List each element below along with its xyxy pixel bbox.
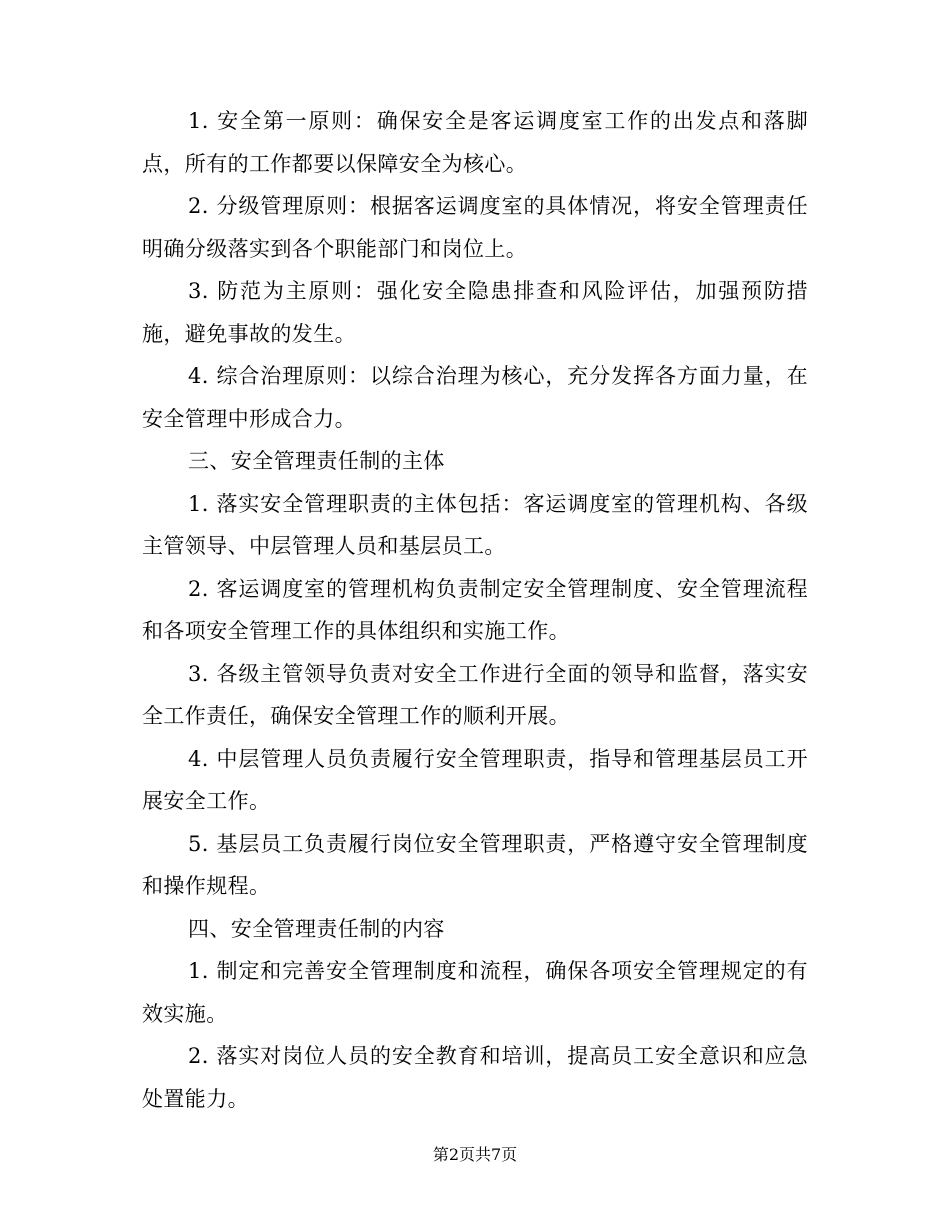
section-heading-responsibility-subjects: 三、安全管理责任制的主体 xyxy=(188,449,445,473)
paragraph-subjects-2: 2. 客运调度室的管理机构负责制定安全管理制度、安全管理流程和各项安全管理工作的具体组织和实施工作。 xyxy=(142,576,808,643)
paragraph-principle-graded-management: 2. 分级管理原则：根据客运调度室的具体情况，将安全管理责任明确分级落实到各个职能部门和岗位上。 xyxy=(142,194,808,261)
paragraph-principle-safety-first: 1. 安全第一原则：确保安全是客运调度室工作的出发点和落脚点，所有的工作都要以保障安全为核心。 xyxy=(142,109,808,176)
page-number-footer: 第2页共7页 xyxy=(432,1145,518,1164)
paragraph-principle-prevention: 3. 防范为主原则：强化安全隐患排查和风险评估，加强预防措施，避免事故的发生。 xyxy=(142,279,808,346)
paragraph-content-2: 2. 落实对岗位人员的安全教育和培训，提高员工安全意识和应急处置能力。 xyxy=(142,1044,808,1111)
paragraph-subjects-5: 5. 基层员工负责履行岗位安全管理职责，严格遵守安全管理制度和操作规程。 xyxy=(142,831,808,898)
paragraph-subjects-1: 1. 落实安全管理职责的主体包括：客运调度室的管理机构、各级主管领导、中层管理人员和基层员工。 xyxy=(142,491,808,558)
paragraph-principle-comprehensive: 4. 综合治理原则：以综合治理为核心，充分发挥各方面力量，在安全管理中形成合力。 xyxy=(142,364,808,431)
section-heading-responsibility-content: 四、安全管理责任制的内容 xyxy=(188,916,445,941)
paragraph-subjects-3: 3. 各级主管领导负责对安全工作进行全面的领导和监督，落实安全工作责任，确保安全管理工作的顺利开展。 xyxy=(142,661,808,728)
paragraph-content-1: 1. 制定和完善安全管理制度和流程，确保各项安全管理规定的有效实施。 xyxy=(142,959,808,1026)
document-body xyxy=(142,100,808,1120)
paragraph-subjects-4: 4. 中层管理人员负责履行安全管理职责，指导和管理基层员工开展安全工作。 xyxy=(142,746,808,813)
